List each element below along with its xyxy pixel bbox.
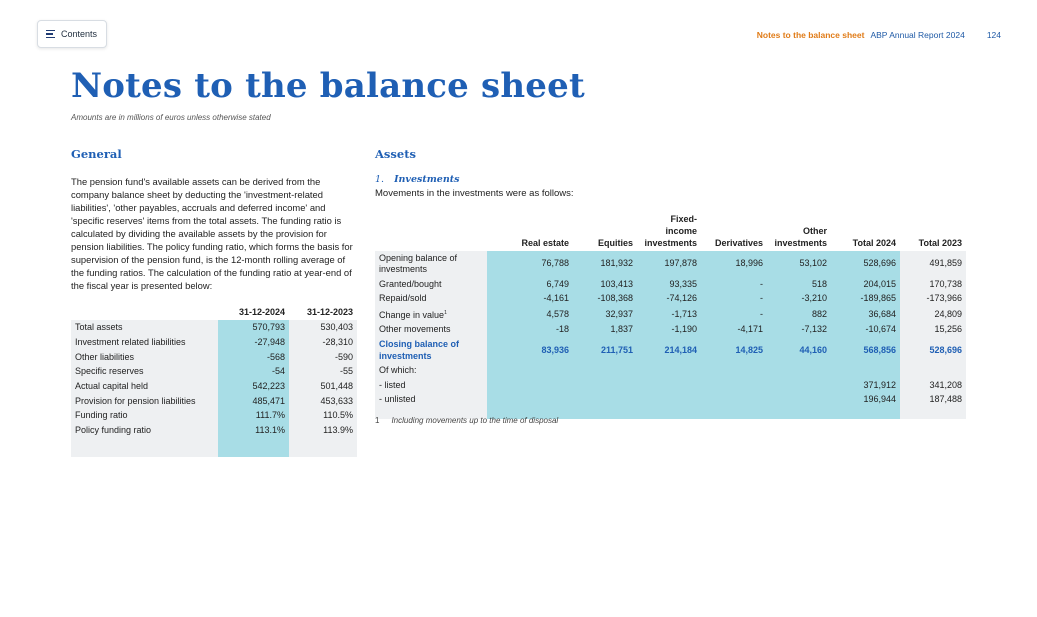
header-cell: 31-12-2024 xyxy=(238,307,285,317)
contents-button[interactable] xyxy=(37,20,107,48)
value-2023: 110.5% xyxy=(289,408,357,423)
fixed-income-value xyxy=(637,393,701,408)
row-label: Other movements xyxy=(375,323,487,338)
table-row xyxy=(375,393,966,408)
real-estate-value xyxy=(487,378,573,393)
row-label: Of which: xyxy=(375,364,487,379)
other-investments-value xyxy=(767,378,831,393)
row-label: Closing balance of investments xyxy=(375,338,487,364)
equities-value xyxy=(573,364,637,379)
row-label: Actual capital held xyxy=(71,379,218,394)
value-2024: 542,223 xyxy=(218,379,289,394)
assets-heading: Assets xyxy=(375,147,416,161)
value-2024: 111.7% xyxy=(218,408,289,423)
fixed-income-value: 93,335 xyxy=(637,277,701,292)
general-body-text: The pension fund's available assets can be derived from the company balance sheet by deducting the 'investment-related liabilities', 'other payables, accruals and deferred income' and 'specific reserves' items from the total assets. The funding ratio is calculated by dividing the available assets by the provision for pension liabilities. The policy funding ratio, which forms the basis for supervision of the pension fund, is the 12-month rolling average of the funding ratios. The calculation of the funding ratio at year-end of the fiscal year is presented below: xyxy=(71,176,353,291)
value-2024: -568 xyxy=(218,349,289,364)
row-label: Opening balance of investments xyxy=(375,251,487,277)
derivatives-value xyxy=(701,364,767,379)
header-section-link[interactable]: Notes to the balance sheet xyxy=(756,30,865,40)
total-2024-value: 528,696 xyxy=(831,251,900,277)
total-2023-value: 528,696 xyxy=(900,338,966,364)
menu-icon xyxy=(46,30,55,39)
total-2024-value: 568,856 xyxy=(831,338,900,364)
fixed-income-value: -1,713 xyxy=(637,306,701,323)
derivatives-value: - xyxy=(701,306,767,323)
row-label: Change in value$^1$ xyxy=(375,306,487,323)
header-cell xyxy=(71,304,218,320)
table-row xyxy=(375,292,966,307)
total-2023-value: 491,859 xyxy=(900,251,966,277)
value-2024: 570,793 xyxy=(218,320,289,335)
value-2023: -28,310 xyxy=(289,335,357,350)
total-2023-value: 187,488 xyxy=(900,393,966,408)
header-report-name: ABP Annual Report 2024 xyxy=(870,30,965,40)
other-investments-value: 882 xyxy=(767,306,831,323)
page-header xyxy=(757,30,1001,40)
investments-intro: Movements in the investments were as follows: xyxy=(375,188,574,199)
page-subtitle: Amounts are in millions of euros unless otherwise stated xyxy=(71,113,271,122)
value-2024: -54 xyxy=(218,364,289,379)
other-investments-value: 53,102 xyxy=(767,251,831,277)
header-cell: Other investments xyxy=(774,226,827,248)
real-estate-value: 76,788 xyxy=(487,251,573,277)
table-row xyxy=(71,364,357,379)
table-row xyxy=(71,423,357,438)
equities-value xyxy=(573,393,637,408)
row-label: - unlisted xyxy=(375,393,487,408)
fixed-income-value xyxy=(637,364,701,379)
total-2023-value: 15,256 xyxy=(900,323,966,338)
total-2024-value: 196,944 xyxy=(831,393,900,408)
total-2023-value: 341,208 xyxy=(900,378,966,393)
total-2024-value: 204,015 xyxy=(831,277,900,292)
footnote xyxy=(375,416,558,425)
value-2024: 485,471 xyxy=(218,393,289,408)
table-row xyxy=(375,306,966,323)
other-investments-value: 518 xyxy=(767,277,831,292)
value-2023: -55 xyxy=(289,364,357,379)
investments-table xyxy=(375,211,966,419)
total-2023-value xyxy=(900,364,966,379)
row-label: - listed xyxy=(375,378,487,393)
page-title: Notes to the balance sheet xyxy=(71,66,585,106)
general-heading: General xyxy=(71,147,122,161)
footnote-number: 1 xyxy=(375,416,380,425)
subheading-text: Investments xyxy=(394,174,460,185)
value-2024: -27,948 xyxy=(218,335,289,350)
table-row xyxy=(375,323,966,338)
investments-subheading xyxy=(375,174,459,185)
table-row xyxy=(375,364,966,379)
other-investments-value: -7,132 xyxy=(767,323,831,338)
header-cell: Derivatives xyxy=(714,238,763,248)
page-number: 124 xyxy=(986,30,1001,40)
row-label: Repaid/sold xyxy=(375,292,487,307)
derivatives-value: - xyxy=(701,292,767,307)
total-2024-value: -10,674 xyxy=(831,323,900,338)
table-row xyxy=(71,349,357,364)
header-cell: Total 2023 xyxy=(918,238,962,248)
fixed-income-value: 197,878 xyxy=(637,251,701,277)
total-2024-value: 371,912 xyxy=(831,378,900,393)
table-row xyxy=(375,338,966,364)
equities-value: 211,751 xyxy=(573,338,637,364)
real-estate-value: 4,578 xyxy=(487,306,573,323)
header-cell: 31-12-2023 xyxy=(306,307,353,317)
real-estate-value xyxy=(487,364,573,379)
row-label: Total assets xyxy=(71,320,218,335)
real-estate-value: -4,161 xyxy=(487,292,573,307)
real-estate-value xyxy=(487,393,573,408)
total-2024-value: 36,684 xyxy=(831,306,900,323)
real-estate-value: 6,749 xyxy=(487,277,573,292)
table-row xyxy=(375,378,966,393)
table-spacer-row xyxy=(71,438,357,457)
other-investments-value: -3,210 xyxy=(767,292,831,307)
equities-value: 181,932 xyxy=(573,251,637,277)
other-investments-value: 44,160 xyxy=(767,338,831,364)
total-2023-value: -173,966 xyxy=(900,292,966,307)
table-header-row xyxy=(375,211,966,251)
real-estate-value: 83,936 xyxy=(487,338,573,364)
row-label: Other liabilities xyxy=(71,349,218,364)
row-label: Provision for pension liabilities xyxy=(71,393,218,408)
derivatives-value: -4,171 xyxy=(701,323,767,338)
header-cell xyxy=(375,211,487,251)
total-2024-value: -189,865 xyxy=(831,292,900,307)
header-cell: Real estate xyxy=(521,238,569,248)
table-row xyxy=(71,335,357,350)
contents-label: Contents xyxy=(61,29,98,39)
table-row xyxy=(375,251,966,277)
header-cell: Total 2024 xyxy=(852,238,896,248)
total-2023-value: 24,809 xyxy=(900,306,966,323)
header-cell: Fixed-income investments xyxy=(644,214,697,248)
fixed-income-value: -1,190 xyxy=(637,323,701,338)
derivatives-value xyxy=(701,378,767,393)
value-2023: -590 xyxy=(289,349,357,364)
fixed-income-value: 214,184 xyxy=(637,338,701,364)
total-2024-value xyxy=(831,364,900,379)
value-2023: 501,448 xyxy=(289,379,357,394)
row-label: Funding ratio xyxy=(71,408,218,423)
table-header-row xyxy=(71,304,357,320)
header-cell: Equities xyxy=(597,238,633,248)
table-row xyxy=(71,320,357,335)
derivatives-value: 14,825 xyxy=(701,338,767,364)
funding-ratio-table xyxy=(71,304,357,457)
equities-value xyxy=(573,378,637,393)
other-investments-value xyxy=(767,393,831,408)
table-row xyxy=(71,408,357,423)
derivatives-value: 18,996 xyxy=(701,251,767,277)
total-2023-value: 170,738 xyxy=(900,277,966,292)
equities-value: 1,837 xyxy=(573,323,637,338)
table-row xyxy=(375,277,966,292)
value-2023: 113.9% xyxy=(289,423,357,438)
table-row xyxy=(71,379,357,394)
row-label: Granted/bought xyxy=(375,277,487,292)
derivatives-value: - xyxy=(701,277,767,292)
fixed-income-value: -74,126 xyxy=(637,292,701,307)
fixed-income-value xyxy=(637,378,701,393)
equities-value: 32,937 xyxy=(573,306,637,323)
equities-value: 103,413 xyxy=(573,277,637,292)
real-estate-value: -18 xyxy=(487,323,573,338)
equities-value: -108,368 xyxy=(573,292,637,307)
row-label: Investment related liabilities xyxy=(71,335,218,350)
value-2023: 530,403 xyxy=(289,320,357,335)
value-2024: 113.1% xyxy=(218,423,289,438)
derivatives-value xyxy=(701,393,767,408)
subheading-number: 1. xyxy=(375,174,385,185)
other-investments-value xyxy=(767,364,831,379)
row-label: Specific reserves xyxy=(71,364,218,379)
row-label: Policy funding ratio xyxy=(71,423,218,438)
table-row xyxy=(71,393,357,408)
value-2023: 453,633 xyxy=(289,393,357,408)
footnote-marker: 1 xyxy=(444,309,447,316)
footnote-text: Including movements up to the time of disposal xyxy=(391,416,559,425)
